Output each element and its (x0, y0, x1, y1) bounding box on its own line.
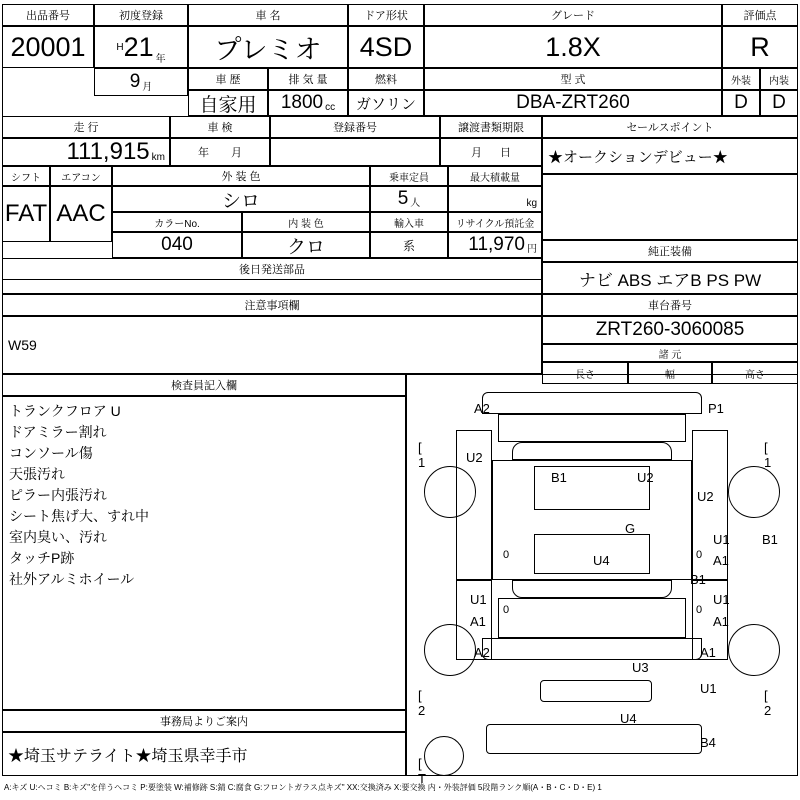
damage-mark: 0 (503, 549, 510, 561)
value-lot-no: 20001 (2, 26, 94, 68)
value-fuel: ガソリン (348, 90, 424, 116)
value-grade: 1.8X (424, 26, 722, 68)
value-model-code: DBA-ZRT260 (424, 90, 722, 116)
damage-mark: B4 (700, 735, 716, 750)
label-transfer-deadline: 譲渡書類期限 (440, 116, 542, 138)
first-registration-year-unit: 年 (155, 54, 166, 65)
damage-mark: U1 (713, 532, 730, 547)
damage-mark: U2 (697, 489, 714, 504)
rear-bumper-shape (482, 638, 702, 660)
label-dimensions: 諸 元 (542, 344, 798, 362)
first-registration-month: 9 (129, 71, 141, 92)
inspector-line: ピラー内張汚れ (9, 487, 107, 503)
value-recycle-deposit (448, 232, 542, 258)
value-notes: W59 (2, 316, 542, 374)
mileage-number: 111,915 (66, 138, 150, 165)
recycle-unit: 円 (527, 244, 537, 255)
max-load-unit: kg (526, 198, 537, 209)
label-recycle-deposit: リサイクル預託金 (448, 212, 542, 232)
value-first-registration-month (94, 68, 188, 96)
first-registration-era: H (116, 41, 124, 53)
recycle-number: 11,970 (468, 234, 525, 255)
damage-mark: U1 (470, 592, 487, 607)
inspector-line: 天張汚れ (9, 466, 65, 482)
hood-shape (498, 414, 686, 442)
value-exterior-color: シロ (112, 186, 370, 212)
value-interior-color: クロ (242, 232, 370, 258)
value-shaken (170, 138, 270, 166)
label-fuel: 燃料 (348, 68, 424, 90)
label-exterior-rating: 外装 (722, 68, 760, 90)
damage-mark: P1 (708, 401, 724, 416)
damage-mark: [ 1 (418, 440, 426, 470)
inspector-line: ドアミラー割れ (9, 424, 107, 440)
label-aircon: エアコン (50, 166, 112, 186)
label-registration-no: 登録番号 (270, 116, 440, 138)
inspector-line: トランクフロア U (9, 403, 121, 419)
label-mileage: 走 行 (2, 116, 170, 138)
damage-mark: A2 (474, 645, 490, 660)
damage-mark: 0 (696, 549, 703, 561)
shaken-month-unit: 月 (231, 147, 242, 159)
inspector-line: 社外アルミホイール (9, 571, 135, 587)
damage-mark: 0 (696, 604, 703, 616)
value-rating: R (722, 26, 798, 68)
label-first-registration: 初度登録 (94, 4, 188, 26)
value-transfer-deadline (440, 138, 542, 166)
sales-point-extra-area (542, 174, 798, 240)
first-registration-month-unit: 月 (142, 82, 153, 93)
value-sales-point: ★オークションデビュー★ (542, 138, 798, 174)
label-interior-color: 内 装 色 (242, 212, 370, 232)
damage-mark: 0 (503, 604, 510, 616)
damage-mark: [ T (418, 756, 426, 786)
label-inspector-notes: 検査員記入欄 (2, 374, 406, 396)
label-interior-rating: 内装 (760, 68, 798, 90)
label-shift: シフト (2, 166, 50, 186)
rear-glass-shape (512, 580, 672, 598)
displacement-number: 1800 (280, 92, 324, 113)
inspector-line: シート焦げ大、すれ中 (9, 508, 149, 524)
label-max-load: 最大積載量 (448, 166, 542, 186)
value-car-history: 自家用 (188, 90, 268, 116)
label-color-no: カラーNo. (112, 212, 242, 232)
legend-text: A:キズ U:ヘコミ B:キズ"を伴うヘコミ P:要塗装 W:補修跡 S:錆 C:腐食 G:フロントガラス点キズ" XX:交換済み X:要交換 内・外装評価 5段階ランク順(A・B・C・D・E) 1 (4, 783, 602, 792)
value-seats (370, 186, 448, 212)
rear-seats-shape (534, 534, 650, 574)
windshield-shape (512, 442, 672, 460)
label-chassis-no: 車台番号 (542, 294, 798, 316)
trunk-shape (498, 598, 686, 638)
label-width: 幅 (628, 362, 712, 384)
wheel-front-left (424, 466, 476, 518)
displacement-unit: cc (325, 102, 336, 113)
damage-mark: A1 (700, 645, 716, 660)
inspector-line: タッチP跡 (9, 550, 75, 566)
transfer-day-unit: 日 (500, 147, 511, 159)
damage-mark: [ 2 (764, 688, 772, 718)
damage-mark: U4 (593, 553, 610, 568)
label-rating: 評価点 (722, 4, 798, 26)
value-displacement (268, 90, 348, 116)
rear-lower-shape (540, 680, 652, 702)
damage-mark: U2 (637, 470, 654, 485)
value-color-no: 040 (112, 232, 242, 258)
front-bumper-shape (482, 392, 702, 414)
label-car-history: 車 歴 (188, 68, 268, 90)
label-later-shipped-parts: 後日発送部品 (2, 258, 542, 280)
value-first-registration (94, 26, 188, 68)
value-max-load (448, 186, 542, 212)
value-mileage (2, 138, 170, 166)
rear-panel-bottom-shape (486, 724, 702, 754)
damage-mark: A1 (470, 614, 486, 629)
damage-mark: A1 (713, 614, 729, 629)
label-grade: グレード (424, 4, 722, 26)
first-registration-year: 21 (123, 31, 154, 62)
damage-mark: A2 (474, 401, 490, 416)
label-genuine-equipment: 純正装備 (542, 240, 798, 262)
value-interior-rating: D (760, 90, 798, 116)
label-model-code: 型 式 (424, 68, 722, 90)
damage-mark: U1 (713, 592, 730, 607)
mileage-unit: km (151, 152, 165, 163)
value-car-name: プレミオ (188, 26, 348, 68)
wheel-rear-right (728, 624, 780, 676)
label-door-type: ドア形状 (348, 4, 424, 26)
label-seats: 乗車定員 (370, 166, 448, 186)
damage-mark: U1 (700, 681, 717, 696)
inspector-line: 室内臭い、汚れ (9, 529, 107, 545)
value-door-type: 4SD (348, 26, 424, 68)
label-sales-point: セールスポイント (542, 116, 798, 138)
value-later-shipped-parts (2, 280, 542, 294)
value-import: 系 (370, 232, 448, 258)
label-notes: 注意事項欄 (2, 294, 542, 316)
shaken-year-unit: 年 (198, 147, 209, 159)
seats-number: 5 (397, 188, 409, 209)
label-displacement: 排 気 量 (268, 68, 348, 90)
damage-mark: B1 (690, 572, 706, 587)
label-lot-no: 出品番号 (2, 4, 94, 26)
label-import: 輸入車 (370, 212, 448, 232)
inspector-line: コンソール傷 (9, 445, 93, 461)
damage-mark: U3 (632, 660, 649, 675)
label-shaken: 車 検 (170, 116, 270, 138)
seats-unit: 人 (410, 198, 421, 209)
label-car-name: 車 名 (188, 4, 348, 26)
damage-mark: U4 (620, 711, 637, 726)
value-aircon: AAC (50, 186, 112, 242)
value-chassis-no: ZRT260-3060085 (542, 316, 798, 344)
transfer-month-unit: 月 (471, 147, 482, 159)
inspector-notes-body (2, 396, 406, 710)
value-registration-no (270, 138, 440, 166)
value-genuine-equipment: ナビ ABS エアB PS PW (542, 262, 798, 294)
value-office-guidance: ★埼玉サテライト★埼玉県幸手市 (2, 732, 406, 776)
wheel-front-right (728, 466, 780, 518)
damage-mark: [ 1 (764, 440, 772, 470)
label-height: 高さ (712, 362, 798, 384)
label-length: 長さ (542, 362, 628, 384)
spare-wheel (424, 736, 464, 776)
wheel-rear-left (424, 624, 476, 676)
label-office-guidance: 事務局よりご案内 (2, 710, 406, 732)
label-exterior-color: 外 装 色 (112, 166, 370, 186)
damage-mark: B1 (762, 532, 778, 547)
value-exterior-rating: D (722, 90, 760, 116)
damage-mark: B1 (551, 470, 567, 485)
damage-mark: U2 (466, 450, 483, 465)
damage-mark: A1 (713, 553, 729, 568)
damage-mark: G (625, 521, 636, 536)
damage-mark: [ 2 (418, 688, 426, 718)
value-shift: FAT (2, 186, 50, 242)
